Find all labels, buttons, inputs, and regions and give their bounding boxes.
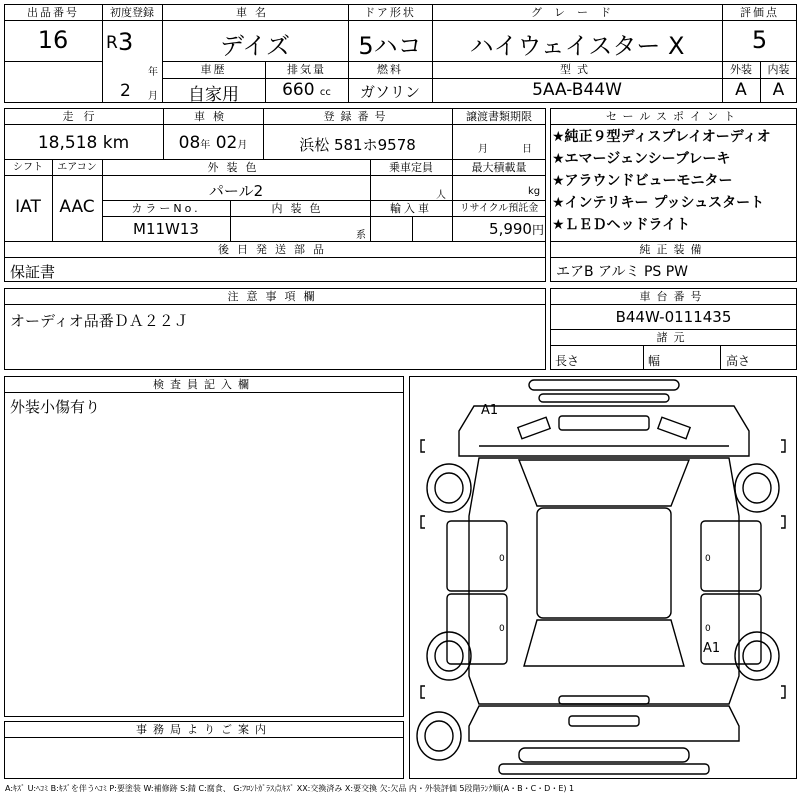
car-diagram — [409, 376, 797, 779]
car-name-label: 車名 — [236, 6, 274, 19]
car-name: デイズ — [219, 32, 291, 60]
interior-color-unit: 系 — [356, 230, 366, 241]
damage-mark-front: A1 — [481, 403, 499, 418]
grade: ハイウェイスター X — [469, 32, 685, 60]
height-label: 高さ — [726, 354, 751, 368]
exterior-color: パール2 — [208, 182, 264, 200]
svg-text:0: 0 — [499, 554, 505, 564]
svg-text:0: 0 — [499, 624, 505, 634]
chassis-label: 車台番号 — [639, 290, 708, 303]
import-label: 輸入車 — [390, 202, 432, 215]
inspection-month: 02 — [215, 133, 238, 153]
sales-points-list — [552, 126, 796, 236]
displacement-unit: cc — [319, 87, 331, 98]
svg-text:0: 0 — [705, 624, 711, 634]
transfer-day-unit: 日 — [522, 144, 532, 155]
recycle-fee-unit: 円 — [531, 223, 544, 237]
inspection-month-unit: 月 — [237, 140, 248, 151]
month-unit: 月 — [148, 91, 158, 102]
inspector-comment: 外装小傷有り — [10, 398, 101, 416]
max-load-label: 最大積載量 — [471, 161, 527, 174]
grade-label: グレード — [531, 6, 623, 19]
inspection-expiry — [163, 133, 263, 153]
exterior-score-label: 外装 — [730, 63, 752, 76]
color-number: M11W13 — [133, 220, 199, 238]
displacement-label: 排気量 — [287, 63, 326, 76]
transfer-month-unit: 月 — [478, 144, 488, 155]
first-registration-year: 3 — [118, 28, 134, 56]
sales-point: ★ＬＥＤヘッドライト — [552, 217, 691, 233]
door-label: ドア形状 — [364, 6, 416, 19]
plate-label: 登録番号 — [323, 110, 392, 123]
first-registration-label: 初度登録 — [110, 6, 154, 19]
transfer-deadline-label: 譲渡書類期限 — [466, 110, 532, 123]
shift-label: シフト — [13, 162, 43, 173]
capacity-label: 乗車定員 — [389, 161, 433, 174]
interior-color-label: 内装色 — [271, 202, 329, 215]
damage-mark-rear: A1 — [703, 641, 721, 656]
model-label: 型式 — [560, 63, 594, 76]
inspector-frame — [4, 376, 404, 717]
legend: A:ｷｽﾞ U:ﾍｺﾐ B:ｷｽﾞを伴うﾍｺﾐ P:要塗装 W:補修跡 S:錆 C:腐食、 G:ﾌﾛﾝﾄｶﾞﾗｽ点ｷｽﾞ XX:交換済み X:要交換 欠:欠品 内・外装評価 5段階ﾗﾝｸ順(A・B・C・D・E) 1 — [5, 784, 575, 793]
year-unit: 年 — [148, 67, 158, 78]
mileage-label: 走行 — [62, 110, 105, 123]
later-parts: 保証書 — [10, 263, 56, 281]
dimensions-label: 諸元 — [656, 331, 691, 344]
equipment-label: 純正装備 — [639, 243, 708, 256]
sales-point: ★アラウンドビューモニター — [552, 173, 733, 189]
sales-point: ★インテリキー プッシュスタート — [552, 195, 765, 211]
inspection-year-unit: 年 — [200, 140, 211, 151]
interior-score: A — [772, 80, 785, 100]
score: 5 — [751, 26, 768, 54]
office-label: 事務局よりご案内 — [136, 723, 272, 736]
lot-number-label: 出品番号 — [27, 6, 79, 19]
sales-point: ★純正９型ディスプレイオーディオ — [552, 129, 771, 145]
fuel-label: 燃料 — [377, 63, 403, 76]
recycle-fee — [452, 220, 544, 238]
inspector-label: 検査員記入欄 — [153, 378, 255, 391]
ac: AAC — [59, 197, 95, 217]
history-label: 車歴 — [200, 63, 227, 76]
first-registration-era: R — [106, 33, 118, 53]
exterior-color-label: 外装色 — [207, 161, 265, 174]
mileage-value: 18,518 — [37, 133, 98, 153]
interior-score-label: 内装 — [767, 63, 790, 76]
lot-number: 16 — [37, 26, 69, 54]
score-label: 評価点 — [740, 6, 779, 19]
notes-label: 注意事項欄 — [227, 290, 323, 303]
equipment: エアB アルミ PS PW — [556, 264, 689, 280]
inspection-year: 08 — [178, 133, 201, 153]
svg-text:0: 0 — [705, 554, 711, 564]
length-label: 長さ — [555, 354, 580, 368]
max-load-unit: kg — [528, 186, 541, 197]
notes: オーディオ品番ＤＡ２２Ｊ — [10, 312, 189, 330]
color-number-label: カラーNo. — [131, 202, 201, 215]
width-label: 幅 — [648, 354, 661, 368]
mileage — [4, 133, 163, 153]
mileage-unit: km — [102, 133, 130, 153]
shift: IAT — [15, 197, 41, 217]
history: 自家用 — [188, 85, 239, 105]
fuel: ガソリン — [359, 83, 420, 101]
model-code: 5AA-B44W — [532, 80, 622, 100]
door-type: 5ハコ — [358, 32, 422, 60]
chassis-number: B44W-0111435 — [615, 308, 732, 326]
displacement-value: 660 — [282, 80, 315, 100]
capacity-unit: 人 — [436, 190, 446, 201]
displacement — [265, 80, 348, 100]
first-registration-month: 2 — [120, 81, 131, 101]
sales-points-label: セールスポイント — [605, 110, 741, 123]
later-parts-label: 後日発送部品 — [218, 243, 332, 256]
plate-number: 浜松 581ホ9578 — [299, 136, 416, 154]
sales-point: ★エマージェンシーブレーキ — [552, 151, 731, 167]
inspection-label: 車検 — [194, 110, 232, 123]
exterior-score: A — [735, 80, 747, 100]
recycle-label: リサイクル預託金 — [459, 203, 539, 214]
recycle-fee-value: 5,990 — [489, 220, 532, 238]
ac-label: エアコン — [57, 162, 97, 173]
